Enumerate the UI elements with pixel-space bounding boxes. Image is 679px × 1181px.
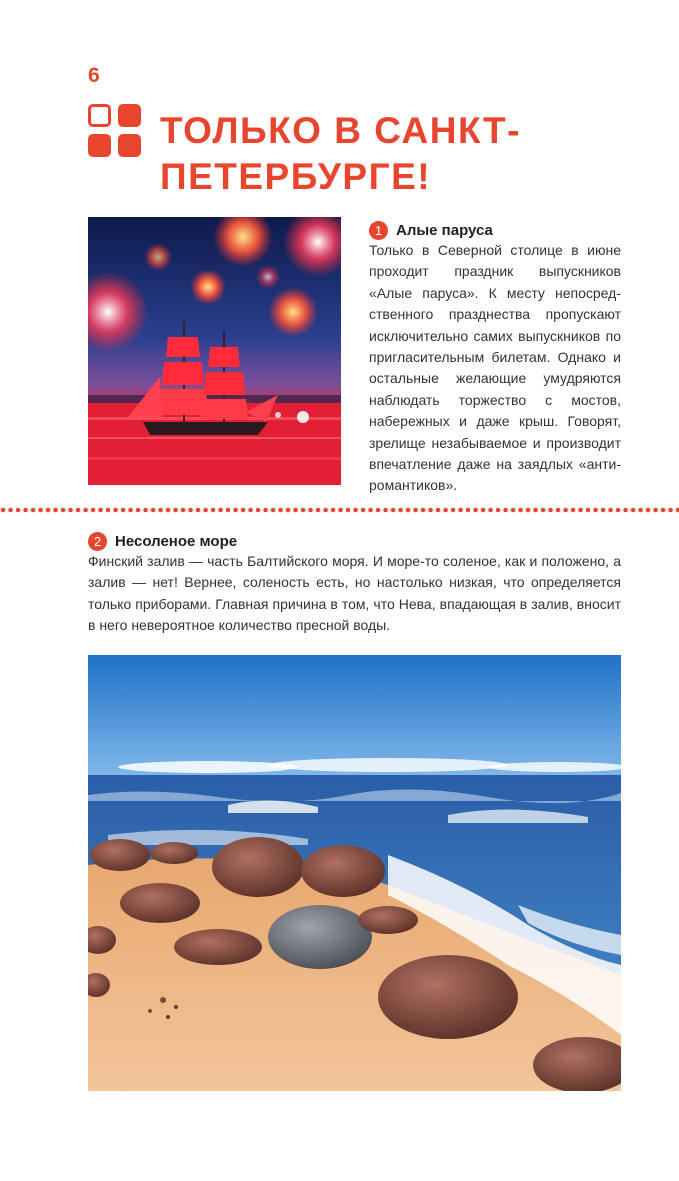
section-2-title: Несоленое море xyxy=(115,533,238,550)
four-squares-logo-icon xyxy=(88,104,142,158)
numbered-circle-icon: 1 xyxy=(369,221,388,240)
section-2-heading xyxy=(88,532,237,551)
scarlet-sails-photo xyxy=(88,217,341,485)
gulf-of-finland-photo xyxy=(88,655,621,1091)
dotted-divider xyxy=(0,507,679,513)
section-2-text: Финский залив — часть Балтийского моря. И море-то соленое, как и положено, а залив — нет! Вернее, соленость есть, но настолько низкая, что определяется только приборами. Главная причина в том, что Нева, впадающая в залив, вносит в него невероятное количество пресной воды. xyxy=(88,553,621,634)
section-1-text: Только в Северной столице в июне проходит праздник выпускников «Алые паруса». К месту непосредственного празднества пропускают исключительно самих выпускников по пригласительным билетам. Однако и остальные желающие умудряются наблюдать торжество с мостов, набережных и даже крыш. Говорят, зрелище незабываемое и производит впечатление даже на заядлых «антиромантиков». xyxy=(369,242,621,494)
page-number: 6 xyxy=(88,64,100,87)
section-1-heading xyxy=(369,221,493,240)
numbered-circle-icon: 2 xyxy=(88,532,107,551)
page-title: ТОЛЬКО В САНКТ-ПЕТЕРБУРГЕ! xyxy=(160,110,521,197)
section-1-title: Алые паруса xyxy=(396,222,493,239)
